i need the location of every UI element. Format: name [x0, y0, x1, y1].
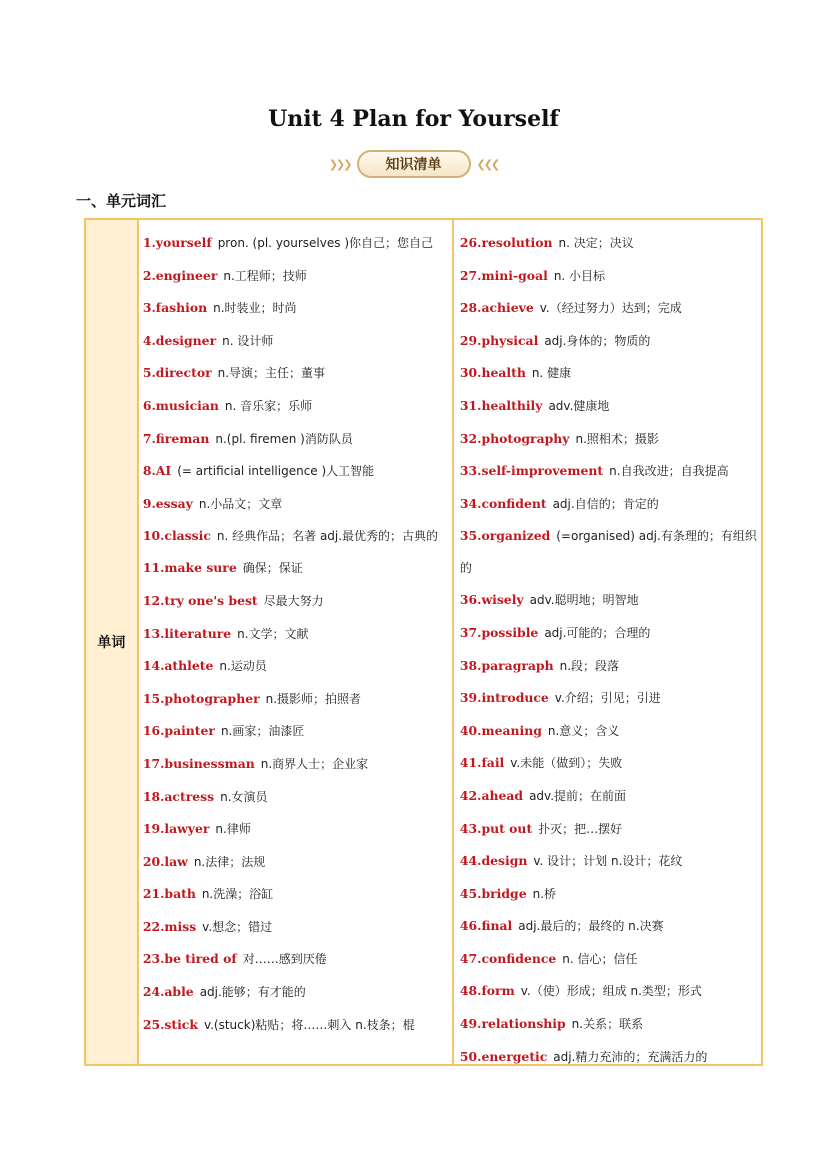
- vocab-word: 47.confidence: [459, 950, 557, 966]
- vocab-definition: v.未能（做到）；失败: [510, 756, 623, 771]
- knowledge-list-badge: [357, 150, 471, 178]
- vocab-word: 43.put out: [459, 820, 533, 836]
- vocab-word: 19.lawyer: [142, 821, 210, 837]
- vocab-entry: [460, 975, 757, 1008]
- vocab-definition: n.时装业；时尚: [213, 301, 297, 316]
- badge-label: 知识清单: [385, 157, 442, 173]
- vocab-definition: adj.最后的；最终的 n.决赛: [518, 919, 664, 934]
- vocab-entry: [460, 943, 757, 976]
- vocab-definition: n.画家；油漆匠: [220, 724, 305, 739]
- vocab-entry: [143, 292, 449, 325]
- vocab-word: 46.final: [459, 918, 513, 934]
- vocab-word: 6.musician: [142, 397, 219, 413]
- vocab-definition: v.(stuck)粘贴；将……刺入 n.枝条；棍: [203, 1017, 415, 1032]
- vocab-entry: [460, 227, 757, 260]
- vocab-word: 8.AI: [142, 463, 172, 479]
- vocab-word: 32.photography: [459, 430, 570, 446]
- vocab-word: 17.businessman: [142, 755, 255, 771]
- vocab-word: 42.ahead: [459, 787, 524, 803]
- vocab-entry: [143, 260, 449, 293]
- vocab-word: 25.stick: [142, 1016, 198, 1032]
- vocab-definition: n.自我改进；自我提高: [609, 464, 729, 479]
- vocab-definition: n. 小目标: [553, 268, 606, 283]
- vocab-word: 50.energetic: [459, 1048, 548, 1064]
- vocab-column-right: [454, 220, 761, 1064]
- vocab-entry: [143, 943, 449, 976]
- vocab-definition: adv.提前；在前面: [529, 788, 627, 803]
- section-badge-row: [0, 148, 827, 180]
- vocab-word: 13.literature: [142, 625, 232, 641]
- vocab-word: 23.be tired of: [142, 951, 237, 967]
- vocab-word: 5.director: [142, 365, 212, 381]
- vocab-definition: adv.聪明地；明智地: [529, 593, 639, 608]
- vocab-word: 12.try one's best: [142, 592, 258, 608]
- vocab-entry: [143, 650, 449, 683]
- vocab-word: 18.actress: [142, 788, 215, 804]
- vocab-entry: [460, 845, 757, 878]
- vocab-entry: [460, 747, 757, 780]
- vocab-entry: [143, 390, 449, 423]
- vocab-entry: [143, 976, 449, 1009]
- vocab-entry: [460, 520, 757, 584]
- vocab-definition: n.工程师；技师: [223, 268, 307, 283]
- vocab-definition: n.律师: [215, 822, 251, 837]
- vocab-entry: [460, 878, 757, 911]
- vocab-definition: n. 经典作品；名著 adj.最优秀的；古典的: [216, 529, 439, 544]
- vocab-word: 1.yourself: [142, 235, 212, 250]
- vocab-entry: [143, 748, 449, 781]
- vocab-entry: [143, 813, 449, 846]
- vocab-definition: adj.精力充沛的；充满活力的: [553, 1049, 708, 1064]
- vocab-word: 38.paragraph: [459, 657, 554, 673]
- vocab-entry: [460, 1041, 757, 1064]
- vocab-word: 2.engineer: [142, 267, 218, 283]
- vocab-word: 27.mini-goal: [459, 267, 548, 283]
- vocab-word: 7.fireman: [142, 430, 210, 446]
- vocab-entry: [143, 423, 449, 456]
- vocab-word: 39.introduce: [459, 690, 549, 706]
- vocab-word: 29.physical: [459, 332, 539, 348]
- vocab-word: 16.painter: [142, 723, 215, 739]
- vocab-entry: [460, 488, 757, 521]
- chevron-right-icon: ❯❯❯: [328, 157, 351, 171]
- vocab-definition: n.(pl. firemen )消防队员: [215, 431, 353, 446]
- vocab-word: 21.bath: [142, 886, 196, 902]
- vocab-word: 26.resolution: [459, 235, 553, 250]
- vocab-word: 4.designer: [142, 332, 217, 348]
- vocab-word: 30.health: [459, 365, 526, 381]
- vocab-entry: [143, 520, 449, 552]
- chevron-left-icon: ❮❮❮: [476, 157, 499, 171]
- category-cell: 单词: [86, 220, 139, 1064]
- vocab-word: 45.bridge: [459, 885, 527, 901]
- vocab-entry: [460, 682, 757, 715]
- vocab-definition: n.段；段落: [559, 658, 620, 673]
- vocab-word: 33.self-improvement: [459, 463, 604, 479]
- vocab-definition: adj.身体的；物质的: [544, 333, 651, 348]
- vocab-word: 34.confident: [459, 495, 547, 511]
- vocab-word: 22.miss: [142, 918, 197, 934]
- vocab-definition: n.运动员: [219, 659, 267, 674]
- vocab-entry: [143, 227, 449, 260]
- vocab-definition: n. 健康: [531, 366, 572, 381]
- vocab-definition: n.照相术；摄影: [575, 431, 659, 446]
- vocab-entry: [143, 325, 449, 358]
- vocab-entry: [460, 650, 757, 683]
- vocab-word: 36.wisely: [459, 592, 524, 608]
- vocab-entry: [143, 911, 449, 944]
- vocab-entry: [143, 552, 449, 585]
- vocab-entry: [460, 584, 757, 617]
- vocab-definition: adj.能够；有才能的: [199, 985, 306, 1000]
- vocab-entry: [143, 878, 449, 911]
- vocab-definition: n.文学；文献: [237, 626, 309, 641]
- vocab-entry: [143, 357, 449, 390]
- vocab-definition: (= artificial intelligence )人工智能: [177, 464, 375, 479]
- vocab-entry: [460, 715, 757, 748]
- vocab-entry: [460, 357, 757, 390]
- vocab-word: 44.design: [459, 853, 528, 869]
- vocab-word: 49.relationship: [459, 1016, 566, 1032]
- vocab-entry: [143, 1009, 449, 1042]
- vocab-word: 28.achieve: [459, 300, 534, 316]
- vocab-definition: adv.健康地: [548, 398, 610, 413]
- vocab-definition: n.洗澡；浴缸: [201, 887, 274, 902]
- vocab-definition: n.女演员: [220, 789, 268, 804]
- vocab-entry: [143, 715, 449, 748]
- vocab-entry: [460, 1008, 757, 1041]
- vocab-word: 15.photographer: [142, 690, 260, 706]
- vocab-word: 40.meaning: [459, 722, 542, 738]
- page-title: Unit 4 Plan for Yourself: [268, 106, 559, 132]
- vocab-entry: [460, 780, 757, 813]
- vocab-definition: v. 设计；计划 n.设计；花纹: [533, 854, 683, 869]
- vocab-entry: [460, 260, 757, 293]
- vocab-entry: [460, 813, 757, 846]
- vocab-definition: 扑灭；把…摆好: [538, 821, 623, 836]
- vocab-definition: n. 设计师: [222, 333, 274, 348]
- vocab-entry: [143, 618, 449, 651]
- vocab-definition: pron. (pl. yourselves )你自己；您自己: [217, 236, 433, 250]
- vocab-word: 14.athlete: [142, 658, 214, 674]
- section-heading: 一、单元词汇: [76, 192, 167, 210]
- vocab-word: 10.classic: [142, 528, 211, 544]
- vocab-column-left: [139, 220, 454, 1064]
- vocab-definition: v.（经过努力）达到；完成: [539, 301, 682, 316]
- vocab-definition: n.摄影师；拍照者: [265, 691, 362, 706]
- vocab-entry: [143, 585, 449, 618]
- vocab-entry: [460, 455, 757, 488]
- vocab-word: 48.form: [459, 983, 515, 999]
- vocab-word: 9.essay: [142, 495, 193, 511]
- vocab-definition: v.（使）形成；组成 n.类型；形式: [520, 984, 702, 999]
- vocab-definition: n.关系；联系: [571, 1017, 644, 1032]
- vocab-definition: n.小品文；文章: [198, 496, 283, 511]
- vocab-word: 41.fail: [459, 755, 505, 771]
- vocab-word: 11.make sure: [142, 560, 237, 576]
- vocab-word: 37.possible: [459, 624, 539, 640]
- vocab-entry: [143, 683, 449, 716]
- vocab-word: 3.fashion: [142, 300, 208, 316]
- vocab-entry: [143, 488, 449, 521]
- vocab-entry: [460, 423, 757, 456]
- vocab-definition: adj.自信的；肯定的: [552, 496, 659, 511]
- vocab-definition: 尽最大努力: [263, 593, 324, 608]
- vocab-definition: 对……感到厌倦: [242, 952, 327, 967]
- vocab-definition: n.导演；主任；董事: [217, 366, 326, 381]
- vocab-entry: [460, 292, 757, 325]
- vocab-entry: [143, 455, 449, 488]
- vocab-definition: n. 决定；决议: [558, 236, 634, 250]
- vocab-definition: n. 音乐家；乐师: [224, 398, 313, 413]
- vocab-definition: v.想念；错过: [202, 919, 273, 934]
- vocab-entry: [143, 781, 449, 814]
- vocab-definition: n.商界人士；企业家: [260, 756, 369, 771]
- vocab-definition: n. 信心；信任: [562, 951, 638, 966]
- vocab-word: 24.able: [142, 984, 194, 1000]
- vocab-entry: [460, 325, 757, 358]
- vocab-entry: [460, 617, 757, 650]
- vocabulary-table: [84, 218, 763, 1066]
- vocab-definition: 确保；保证: [242, 561, 303, 576]
- vocab-entry: [460, 910, 757, 943]
- vocab-definition: n.法律；法规: [193, 854, 266, 869]
- vocab-entry: [460, 390, 757, 423]
- vocab-word: 35.organized: [459, 528, 551, 544]
- vocab-definition: n.意义；含义: [547, 723, 620, 738]
- vocab-word: 20.law: [142, 853, 188, 869]
- vocab-entry: [143, 846, 449, 879]
- vocab-definition: n.桥: [532, 886, 556, 901]
- vocab-definition: (=organised) adj.有条理的；有组织的: [459, 529, 757, 576]
- vocab-definition: v.介绍；引见；引进: [554, 691, 661, 706]
- vocab-word: 31.healthily: [459, 397, 543, 413]
- vocab-definition: adj.可能的；合理的: [544, 625, 651, 640]
